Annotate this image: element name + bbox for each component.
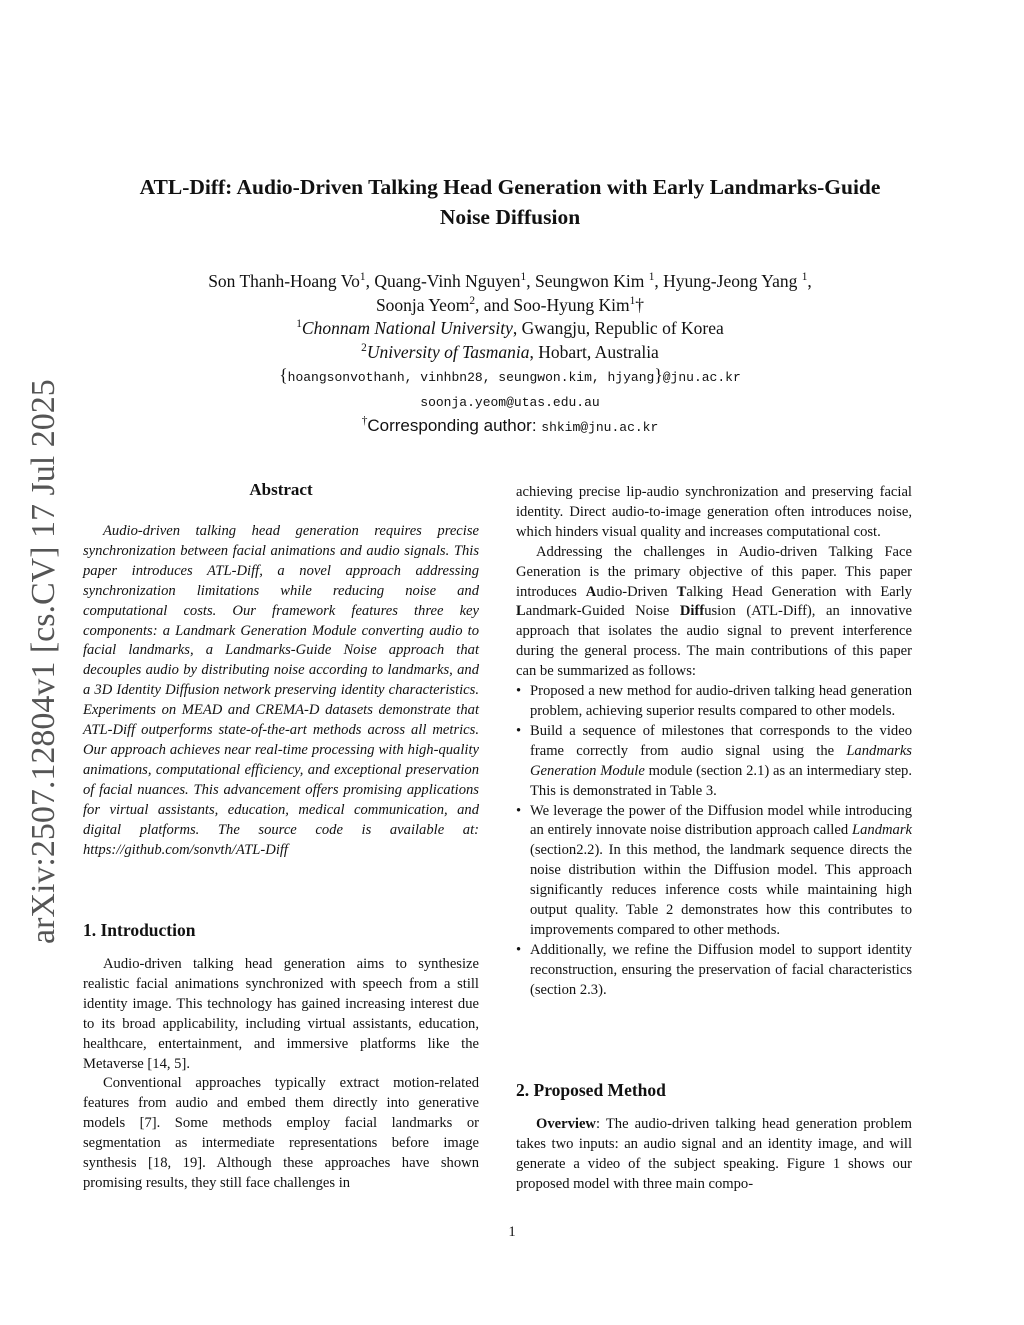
author-name: Soo-Hyung Kim [513, 294, 630, 315]
contribution-list [516, 682, 912, 1001]
abstract-paragraph: Audio-driven talking head generation requires precise synchronization between facial animations and audio signals. This paper introduces ATL-Diff, a novel approach addressing synchronization limitations while reducing noise and computational costs. Our framework features three key components: a Landmark Generation Module converting audio to facial landmarks, a Landmarks-Guide Noise approach that decouples audio by distributing noise according to landmarks, and a 3D Identity Diffusion network preserving identity characteristics. Experiments on MEAD and CREMA-D datasets demonstrate that ATL-Diff outperforms state-of-the-art methods across all metrics. Our approach achieves near real-time processing with high-quality animations, computational efficiency, and exceptional preservation of facial nuances. This advancement offers promising applications for virtual assistants, education, medical communication, and digital platforms. The source code is available at: https://github.com/sonvth/ATL-Diff [83, 523, 479, 858]
section-heading-introduction: 1. Introduction [83, 920, 196, 940]
author-name: Quang-Vinh Nguyen [374, 271, 521, 291]
author-line-1: Son Thanh-Hoang Vo$^1$, Quang-Vinh Nguyen$^1$, Seungwon Kim $^1$, Hyung-Jeong Yang $^1$, [208, 271, 812, 291]
continuation-paragraph: achieving precise lip-audio synchronization and preserving facial identity. Direct audio-to-image generation often introduces noise, which hinders visual quality and increases computational cost. [516, 484, 912, 540]
author-line-2: Soonja Yeom$^2$, and Soo-Hyung Kim$^1$† [375, 294, 645, 315]
author-name: Hyung-Jeong Yang [663, 271, 802, 291]
list-item: • Proposed a new method for audio-driven talking head generation problem, achieving superior results compared to other models. [516, 682, 912, 722]
section-heading-proposed-method: 2. Proposed Method [516, 1080, 666, 1100]
email-line-1: {hoangsonvothanh, vinhbn28, seungwon.kim, hjyang}@jnu.ac.kr [279, 365, 741, 385]
abstract-heading: Abstract [249, 480, 313, 499]
author-name: Son Thanh-Hoang Vo [208, 271, 360, 291]
affiliation-2: $^2$University of Tasmania, Hobart, Australia [361, 341, 659, 362]
list-item: • Build a sequence of milestones that corresponds to the video frame correctly from audio signal using the Landmarks Generation Module module (section 2.1) as an intermediary step. This is demonstrated in Table 3. [516, 722, 912, 802]
page-number: 1 [508, 1224, 516, 1240]
list-item: • Additionally, we refine the Diffusion model to support identity reconstruction, ensuring the preservation of facial characteristics (section 2.3). [516, 941, 912, 1001]
author-block [80, 270, 940, 440]
contribution-intro-paragraph: Addressing the challenges in Audio-driven Talking Face Generation is the primary objective of this paper. This paper introduces Audio-Driven Talking Head Generation with Early Landmark-Guided Noise Diffusion (ATL-Diff), an innovative approach that isolates the audio signal to prevent interference during the general process. The main contributions of this paper can be summarized as follows: [516, 543, 912, 680]
overview-paragraph [516, 1115, 912, 1195]
author-name: Soonja Yeom [375, 294, 470, 315]
arxiv-watermark: arXiv:2507.12804v1 [cs.CV] 17 Jul 2025 [25, 379, 62, 944]
intro-paragraph-2: Conventional approaches typically extract motion-related features from audio and embed them directly into generative models [7]. Some methods employ facial landmarks or segmentation as intermediate representations before image synthesis [18, 19]. Although these approaches have shown promising results, they still face challenges in [83, 1075, 479, 1191]
list-item: • We leverage the power of the Diffusion model while introducing an entirely innovate noise distribution approach called Landmark (section2.2). In this method, the landmark sequence directs the noise distribution within the Diffusion model. This approach significantly reduces inference costs while maintaining high output quality. Table 2 demonstrates how this contributes to improvements compared to other methods. [516, 802, 912, 941]
affiliation-1: $^1$Chonnam National University, Gwangju, Republic of Korea [296, 318, 724, 338]
author-name: Seungwon Kim [534, 271, 649, 291]
right-column-body [516, 483, 912, 1001]
title-line-2: Noise Diffusion [439, 205, 581, 229]
intro-paragraph-1: Audio-driven talking head generation aims to synthesize realistic facial animations synchronized with speech from a still identity image. This technology has gained increasing interest due to its broad applicability, including virtual assistants, education, healthcare, entertainment, and immersive platforms like the Metaverse [14, 5]. [83, 956, 479, 1072]
abstract-text [83, 522, 479, 860]
corresponding-author: †Corresponding author: shkim@jnu.ac.kr [361, 415, 659, 435]
title-line-1: ATL-Diff: Audio-Driven Talking Head Generation with Early Landmarks-Guide [139, 175, 881, 199]
email-line-2: soonja.yeom@utas.edu.au [420, 395, 600, 410]
introduction-body [83, 955, 479, 1194]
paper-title [60, 172, 960, 232]
overview-text: Overview: The audio-driven talking head generation problem takes two inputs: an audio signal and an identity image, and will generate a video of the subject speaking. Figure 1 shows our proposed model with three main compo- [516, 1116, 912, 1192]
